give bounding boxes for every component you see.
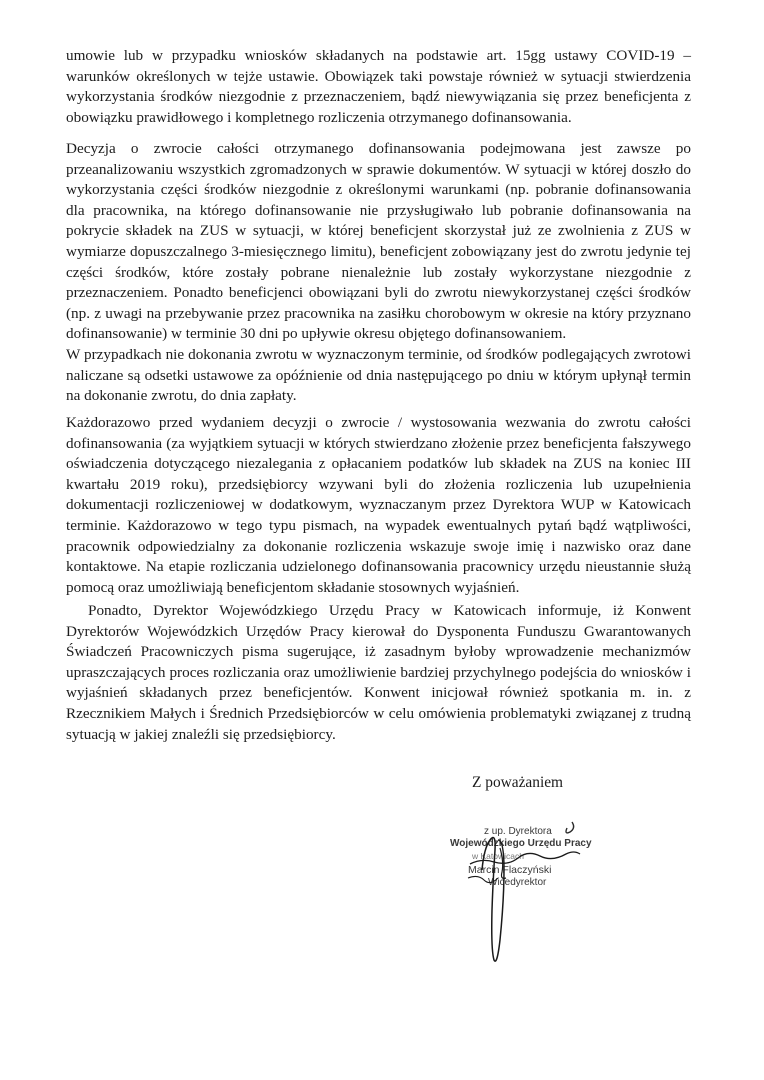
stamp-line-name: Marcin Flaczyński xyxy=(468,864,552,876)
signature-stamp xyxy=(446,824,606,944)
stamp-line-office: Wojewódzkiego Urzędu Pracy xyxy=(450,838,592,849)
paragraph-2: Decyzja o zwrocie całości otrzymanego dofinansowania podejmowana jest zawsze po przeanalizowaniu wszystkich zgromadzonych w sprawie dokumentów. W sytuacji w której doszło do wykorzystania części środków niezgodnie z określonymi warunkami (np. pobranie dofinansowania dla pracownika, na którego dofinansowanie nie przysługiwało lub pobranie dofinansowania na pokrycie składek na ZUS w sytuacji, w której beneficjent skorzystał już ze zwolnienia z ZUS w wymiarze dopuszczalnego 3-miesięcznego limitu), beneficjent zobowiązany jest do zwrotu jedynie tej części środków, które zostały pobrane nienależnie lub zostały wykorzystane niezgodnie z przeznaczeniem. Ponadto beneficjenci obowiązani byli do zwrotu niewykorzystanej części środków (np. z uwagi na przebywanie przez pracownika na zasiłku chorobowym w okresie na który przyznano dofinansowanie) w terminie 30 dni po upływie okresu objętego dofinansowaniem. xyxy=(66,140,691,343)
paragraph-4: Każdorazowo przed wydaniem decyzji o zwrocie / wystosowania wezwania do zwrotu całości dofinansowania (za wyjątkiem sytuacji w których stwierdzano złożenie przez beneficjenta fałszywego oświadczenia dotyczącego niezalegania z opłacaniem podatków lub składek na ZUS na koniec III kwartału 2019 roku), przedsiębiorcy wzywani byli do złożenia rozliczenia lub uzupełnienia dokumentacji rozliczeniowej w dodatkowym, wyznaczanym przez Dyrektora WUP w Katowicach terminie. Każdorazowo w tego typu pismach, na wypadek ewentualnych pytań bądź wątpliwości, pracownik odpowiedzialny za dokonanie rozliczenia wskazuje swoje imię i nazwisko oraz dane kontaktowe. Na etapie rozliczania udzielonego dofinansowania pracownicy urzędu nieustannie służą pomocą oraz umożliwiają beneficjentom składanie stosownych wyjaśnień. xyxy=(66,414,691,596)
paragraph-1: umowie lub w przypadku wniosków składanych na podstawie art. 15gg ustawy COVID-19 – warunków określonych w tejże ustawie. Obowiązek taki powstaje również w sytuacji stwierdzenia wykorzystania środków niezgodnie z przeznaczeniem, bądź niewywiązania się przez beneficjenta z obowiązku prawidłowego i kompletnego rozliczenia otrzymanego dofinansowania. xyxy=(66,47,691,126)
paragraph-3: W przypadkach nie dokonania zwrotu w wyznaczonym terminie, od środków podlegających zwrotowi naliczane są odsetki ustawowe za opóźnienie od dnia następującego po dniu w którym upłynął termin na dokonanie zwrotu, do dnia zapłaty. xyxy=(66,346,691,405)
paragraph-5: Ponadto, Dyrektor Wojewódzkiego Urzędu Pracy w Katowicach informuje, iż Konwent Dyrektorów Wojewódzkich Urzędów Pracy kierował do Dysponenta Funduszu Gwarantowanych Świadczeń Pracowniczych pisma sugerujące, iż zasadnym byłoby wprowadzenie mechanizmów upraszczających proces rozliczania oraz umożliwienie bardziej przychylnego podejścia do wniosków i wyjaśnień składanych przez beneficjentów. Konwent inicjował również spotkania m. in. z Rzecznikiem Małych i Średnich Przedsiębiorców w celu omówienia problematyki związanej z trudną sytuacją w jakiej znaleźli się przedsiębiorcy. xyxy=(66,602,691,743)
closing-salutation: Z poważaniem xyxy=(472,774,564,791)
stamp-line-authorization: z up. Dyrektora xyxy=(484,826,552,837)
stamp-line-city: w Katowicach xyxy=(472,851,524,861)
stamp-line-title: Wicedyrektor xyxy=(488,877,547,888)
